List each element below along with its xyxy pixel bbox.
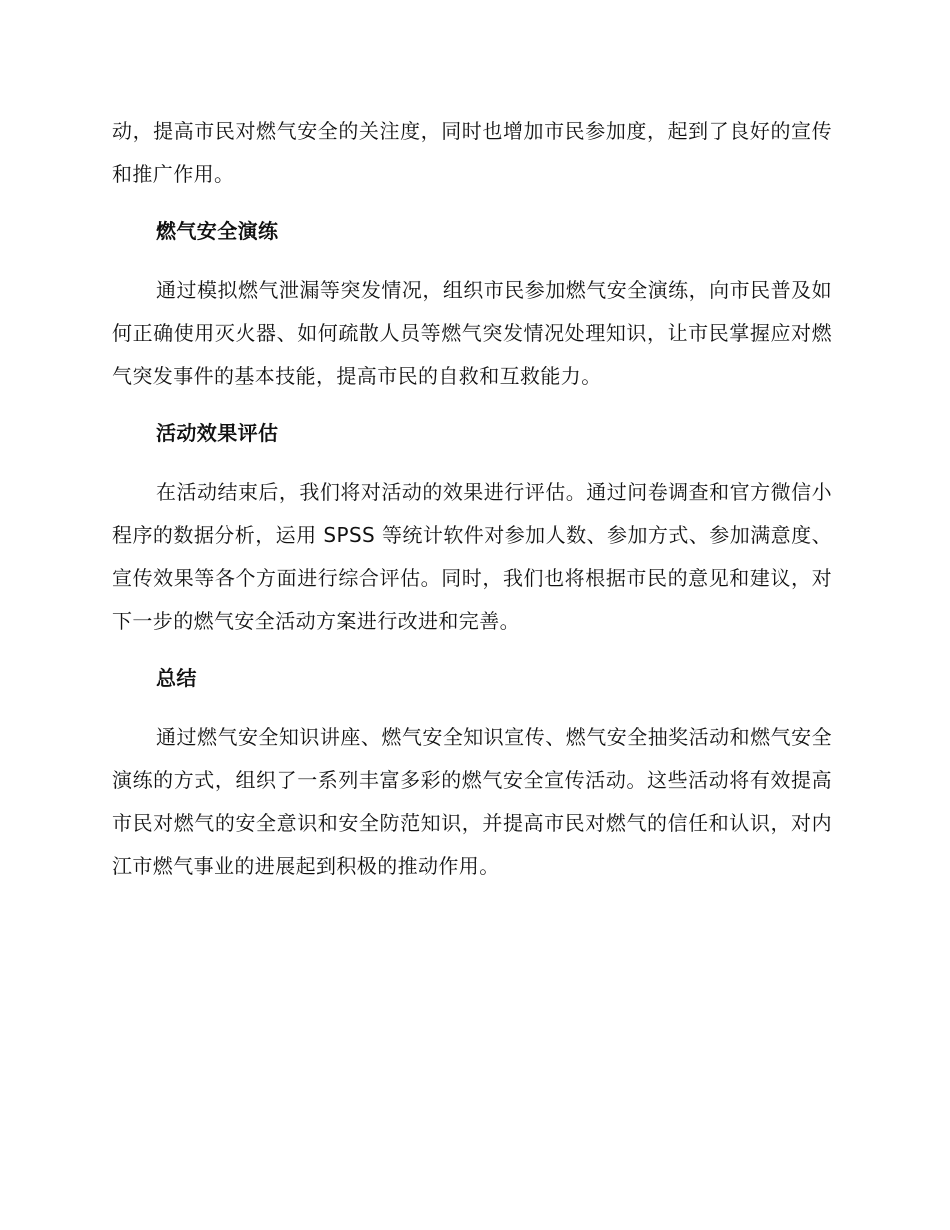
section-heading-evaluation: 活动效果评估 <box>156 421 279 445</box>
section-body-evaluation: 在活动结束后，我们将对活动的效果进行评估。通过问卷调查和官方微信小程序的数据分析，运用 SPSS 等统计软件对参加人数、参加方式、参加满意度、宣传效果等各个方面进行综合评估。同时，我们也将根据市民的意见和建议，对下一步的燃气安全活动方案进行改进和完善。 <box>112 480 832 633</box>
spacer <box>112 455 832 471</box>
intro-paragraph: 动，提高市民对燃气安全的关注度，同时也增加市民参加度，起到了良好的宣传和推广作用。 <box>112 119 832 186</box>
spacer <box>112 398 832 412</box>
spacer <box>112 253 832 269</box>
section-heading-drill: 燃气安全演练 <box>156 219 279 243</box>
spacer <box>112 700 832 716</box>
spacer <box>112 196 832 210</box>
section-body-drill: 通过模拟燃气泄漏等突发情况，组织市民参加燃气安全演练，向市民普及如何正确使用灭火器、如何疏散人员等燃气突发情况处理知识，让市民掌握应对燃气突发事件的基本技能，提高市民的自救和互救能力。 <box>112 278 832 388</box>
section-heading-summary: 总结 <box>156 666 197 690</box>
section-body-summary: 通过燃气安全知识讲座、燃气安全知识宣传、燃气安全抽奖活动和燃气安全演练的方式，组织了一系列丰富多彩的燃气安全宣传活动。这些活动将有效提高市民对燃气的安全意识和安全防范知识，并提高市民对燃气的信任和认识，对内江市燃气事业的进展起到积极的推动作用。 <box>112 725 832 878</box>
spacer <box>112 643 832 657</box>
